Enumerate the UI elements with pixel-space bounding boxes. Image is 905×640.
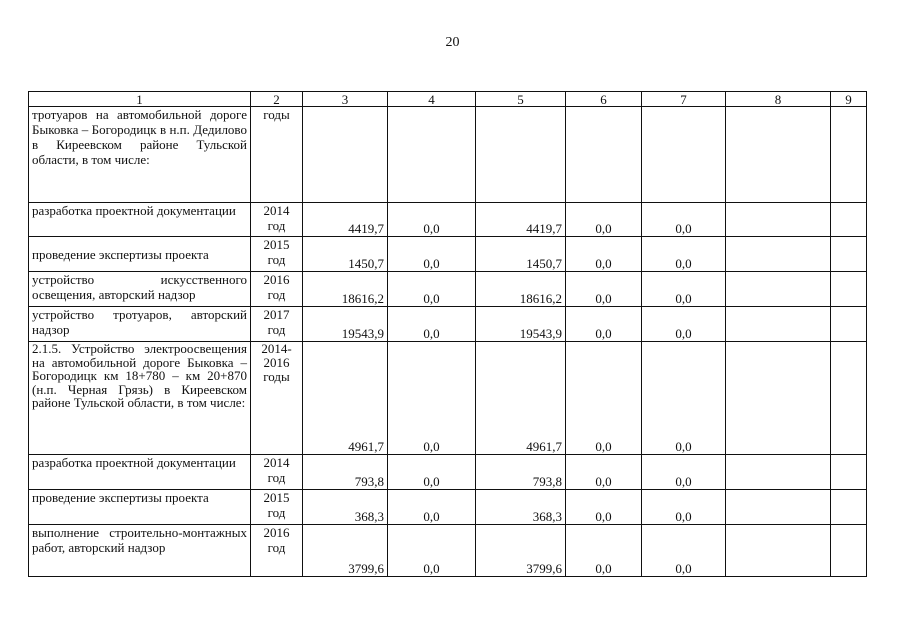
- cell-col4: 0,0: [388, 272, 476, 307]
- cell-col7: 0,0: [642, 490, 726, 525]
- row-period: 2016 год: [251, 525, 303, 577]
- cell-col7: [642, 107, 726, 203]
- table-row: [29, 237, 867, 272]
- cell-col8: [726, 490, 831, 525]
- row-period: годы: [251, 107, 303, 203]
- column-header: 7: [642, 92, 726, 107]
- row-period: 2015 год: [251, 490, 303, 525]
- cell-col6: 0,0: [566, 490, 642, 525]
- table-row: [29, 455, 867, 490]
- cell-col9: [831, 237, 867, 272]
- cell-col3: 19543,9: [303, 307, 388, 342]
- row-description: выполнение строительно-монтажных работ, авторский надзор: [29, 525, 251, 577]
- cell-col9: [831, 307, 867, 342]
- table-row: [29, 107, 867, 203]
- cell-col9: [831, 525, 867, 577]
- cell-col7: 0,0: [642, 237, 726, 272]
- cell-col9: [831, 342, 867, 455]
- column-header: 4: [388, 92, 476, 107]
- column-header: 6: [566, 92, 642, 107]
- cell-col8: [726, 237, 831, 272]
- column-header: 9: [831, 92, 867, 107]
- row-description: проведение экспертизы проекта: [29, 490, 251, 525]
- cell-col8: [726, 455, 831, 490]
- cell-col6: 0,0: [566, 272, 642, 307]
- cell-col3: [303, 107, 388, 203]
- cell-col7: 0,0: [642, 525, 726, 577]
- cell-col8: [726, 203, 831, 237]
- cell-col9: [831, 490, 867, 525]
- cell-col5: 4961,7: [476, 342, 566, 455]
- row-period: 2014 год: [251, 203, 303, 237]
- cell-col6: 0,0: [566, 455, 642, 490]
- page-number: 20: [445, 35, 460, 50]
- cell-col5: 1450,7: [476, 237, 566, 272]
- row-description: устройство тротуаров, авторский надзор: [29, 307, 251, 342]
- row-description: тротуаров на автомобильной дороге Быковка – Богородицк в н.п. Дедилово в Киреевском районе Тульской области, в том числе:: [29, 107, 251, 203]
- cell-col6: 0,0: [566, 342, 642, 455]
- program-table: [28, 91, 867, 577]
- cell-col8: [726, 307, 831, 342]
- cell-col4: 0,0: [388, 237, 476, 272]
- table-row: [29, 203, 867, 237]
- cell-col5: 4419,7: [476, 203, 566, 237]
- cell-col3: 4419,7: [303, 203, 388, 237]
- table-row: [29, 490, 867, 525]
- table-row: [29, 272, 867, 307]
- cell-col9: [831, 455, 867, 490]
- cell-col3: 18616,2: [303, 272, 388, 307]
- column-header: 8: [726, 92, 831, 107]
- cell-col3: 1450,7: [303, 237, 388, 272]
- cell-col5: [476, 107, 566, 203]
- cell-col4: 0,0: [388, 490, 476, 525]
- cell-col7: 0,0: [642, 203, 726, 237]
- row-period: 2014 год: [251, 455, 303, 490]
- cell-col3: 4961,7: [303, 342, 388, 455]
- cell-col4: 0,0: [388, 455, 476, 490]
- row-period: 2017 год: [251, 307, 303, 342]
- cell-col4: 0,0: [388, 203, 476, 237]
- cell-col5: 793,8: [476, 455, 566, 490]
- cell-col5: 18616,2: [476, 272, 566, 307]
- cell-col6: [566, 107, 642, 203]
- cell-col3: 368,3: [303, 490, 388, 525]
- column-header: 5: [476, 92, 566, 107]
- cell-col6: 0,0: [566, 203, 642, 237]
- cell-col8: [726, 342, 831, 455]
- cell-col4: [388, 107, 476, 203]
- row-period: 2015 год: [251, 237, 303, 272]
- cell-col5: 19543,9: [476, 307, 566, 342]
- cell-col6: 0,0: [566, 307, 642, 342]
- row-description: устройство искусственного освещения, авторский надзор: [29, 272, 251, 307]
- cell-col7: 0,0: [642, 307, 726, 342]
- cell-col8: [726, 272, 831, 307]
- cell-col9: [831, 203, 867, 237]
- cell-col6: 0,0: [566, 525, 642, 577]
- cell-col6: 0,0: [566, 237, 642, 272]
- cell-col4: 0,0: [388, 307, 476, 342]
- row-description: 2.1.5. Устройство электроосвещения на автомобильной дороге Быковка – Богородицк км 18+780 – км 20+870 (н.п. Черная Грязь) в Киреевском районе Тульской области, в том числе:: [29, 342, 251, 455]
- column-header: 1: [29, 92, 251, 107]
- row-description: разработка проектной документации: [29, 203, 251, 237]
- row-period: 2014-2016 годы: [251, 342, 303, 455]
- table-row: [29, 342, 867, 455]
- cell-col4: 0,0: [388, 525, 476, 577]
- cell-col7: 0,0: [642, 272, 726, 307]
- row-description: проведение экспертизы проекта: [29, 237, 251, 272]
- cell-col7: 0,0: [642, 342, 726, 455]
- cell-col4: 0,0: [388, 342, 476, 455]
- table-row: [29, 525, 867, 577]
- cell-col9: [831, 107, 867, 203]
- table-row: [29, 307, 867, 342]
- cell-col5: 3799,6: [476, 525, 566, 577]
- cell-col8: [726, 107, 831, 203]
- cell-col3: 793,8: [303, 455, 388, 490]
- row-period: 2016 год: [251, 272, 303, 307]
- cell-col9: [831, 272, 867, 307]
- column-header: 3: [303, 92, 388, 107]
- cell-col8: [726, 525, 831, 577]
- cell-col5: 368,3: [476, 490, 566, 525]
- cell-col3: 3799,6: [303, 525, 388, 577]
- row-description: разработка проектной документации: [29, 455, 251, 490]
- cell-col7: 0,0: [642, 455, 726, 490]
- column-header: 2: [251, 92, 303, 107]
- table-header-row: [29, 92, 867, 107]
